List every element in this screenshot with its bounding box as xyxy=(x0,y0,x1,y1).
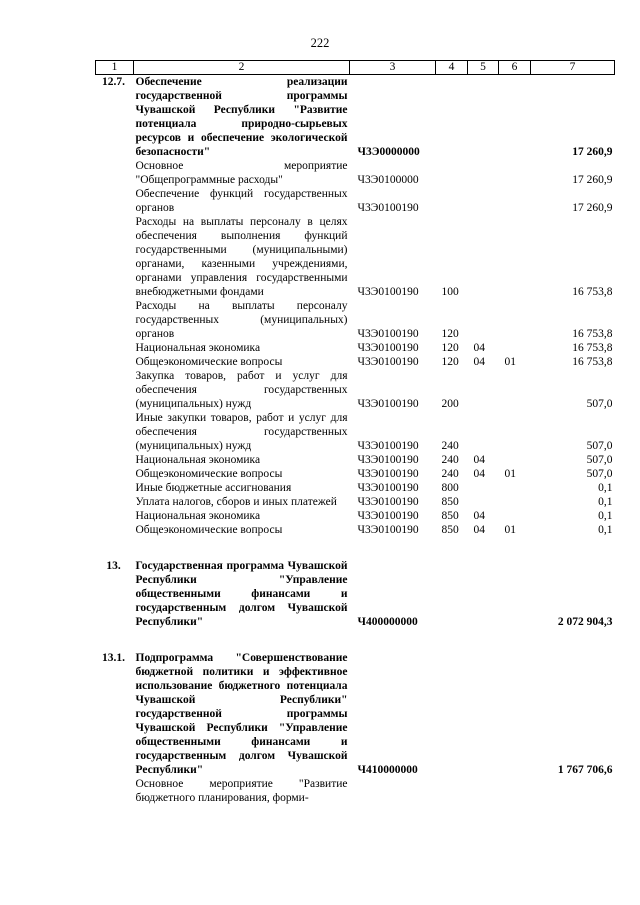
row-code: Ч3Э0000000 xyxy=(357,146,420,158)
page-number: 222 xyxy=(310,36,330,50)
row-name: Основное мероприятие "Развитие бюджетного планирования, форми- xyxy=(135,778,348,804)
row-rz: 04 xyxy=(473,468,485,480)
row-vr xyxy=(436,651,468,777)
row-vr: 850 xyxy=(441,510,459,522)
row-number: 13. xyxy=(106,560,121,572)
table-row xyxy=(96,215,615,299)
row-pr: 01 xyxy=(504,524,516,536)
row-pr xyxy=(499,453,531,467)
row-sum: 0,1 xyxy=(598,510,613,522)
row-pr xyxy=(499,777,531,805)
row-sum: 16 753,8 xyxy=(572,286,613,298)
row-vr: 800 xyxy=(441,482,459,494)
row-name: Иные бюджетные ассигнования xyxy=(135,482,292,494)
row-vr xyxy=(436,159,468,187)
row-sum: 17 260,9 xyxy=(572,174,613,186)
spacer-cell xyxy=(96,629,615,651)
row-name: Национальная экономика xyxy=(135,342,261,354)
row-pr xyxy=(499,559,531,629)
row-code: Ч3Э0100190 xyxy=(357,286,419,298)
row-name: Иные закупки товаров, работ и услуг для обеспечения государственных (муниципальных) нужд xyxy=(135,412,348,452)
row-vr: 120 xyxy=(441,342,459,354)
row-number xyxy=(96,341,134,355)
row-vr: 240 xyxy=(441,454,459,466)
row-vr: 200 xyxy=(441,398,459,410)
row-vr: 120 xyxy=(441,328,459,340)
row-code: Ч410000000 xyxy=(357,764,418,776)
header-col-3: 3 xyxy=(350,61,436,75)
row-number xyxy=(96,299,134,341)
row-sum: 507,0 xyxy=(586,398,613,410)
row-rz xyxy=(468,215,499,299)
row-pr xyxy=(499,509,531,523)
row-pr xyxy=(499,341,531,355)
row-rz xyxy=(468,651,499,777)
table-row xyxy=(96,369,615,411)
row-code: Ч3Э0100190 xyxy=(357,398,419,410)
row-rz xyxy=(468,411,499,453)
row-code: Ч3Э0100190 xyxy=(357,328,419,340)
row-code: Ч400000000 xyxy=(357,616,418,628)
table-header xyxy=(96,61,615,75)
row-number xyxy=(96,411,134,453)
row-code: Ч3Э0100190 xyxy=(357,356,419,368)
row-rz xyxy=(468,75,499,160)
row-pr xyxy=(499,215,531,299)
row-pr xyxy=(499,495,531,509)
table-row xyxy=(96,411,615,453)
row-number xyxy=(96,187,134,215)
row-code: Ч3Э0100190 xyxy=(357,202,419,214)
row-code: Ч3Э0100190 xyxy=(357,454,419,466)
row-pr xyxy=(499,159,531,187)
row-code xyxy=(350,777,436,805)
row-vr xyxy=(436,777,468,805)
row-sum: 16 753,8 xyxy=(572,342,613,354)
row-name: Расходы на выплаты персоналу в целях обеспечения выполнения функций государственными (муниципальными) органами, казенными учреждениями, органами управления государственными внебюджетными фондами xyxy=(135,216,348,298)
row-vr: 240 xyxy=(441,440,459,452)
spacer-row xyxy=(96,629,615,651)
row-rz: 04 xyxy=(473,510,485,522)
row-code: Ч3Э0100190 xyxy=(357,496,419,508)
row-number xyxy=(96,453,134,467)
table-row xyxy=(96,187,615,215)
row-number xyxy=(96,523,134,537)
table-row xyxy=(96,159,615,187)
row-number xyxy=(96,215,134,299)
row-rz xyxy=(468,369,499,411)
row-code: Ч3Э0100190 xyxy=(357,468,419,480)
row-number xyxy=(96,467,134,481)
row-sum: 16 753,8 xyxy=(572,328,613,340)
row-rz xyxy=(468,495,499,509)
row-name: Общеэкономические вопросы xyxy=(135,356,283,368)
header-col-5: 5 xyxy=(468,61,499,75)
table-row xyxy=(96,495,615,509)
row-rz: 04 xyxy=(473,342,485,354)
row-name: Расходы на выплаты персоналу государственных (муниципальных) органов xyxy=(135,300,348,340)
table-row xyxy=(96,299,615,341)
row-number: 12.7. xyxy=(102,76,125,88)
row-number xyxy=(96,481,134,495)
table-row xyxy=(96,481,615,495)
row-vr: 850 xyxy=(441,496,459,508)
row-pr xyxy=(499,187,531,215)
row-code: Ч3Э0100190 xyxy=(357,482,419,494)
row-name: Общеэкономические вопросы xyxy=(135,524,283,536)
row-vr: 850 xyxy=(441,524,459,536)
row-number xyxy=(96,777,134,805)
row-name: Уплата налогов, сборов и иных платежей xyxy=(135,496,337,508)
row-rz xyxy=(468,559,499,629)
row-sum: 507,0 xyxy=(586,440,613,452)
row-vr xyxy=(436,559,468,629)
row-pr xyxy=(499,411,531,453)
row-rz: 04 xyxy=(473,356,485,368)
row-sum: 0,1 xyxy=(598,496,613,508)
row-name: Закупка товаров, работ и услуг для обеспечения государственных (муниципальных) нужд xyxy=(135,370,348,410)
row-name: Обеспечение функций государственных органов xyxy=(135,188,348,214)
header-col-6: 6 xyxy=(499,61,531,75)
row-code: Ч3Э0100000 xyxy=(357,174,419,186)
row-number xyxy=(96,355,134,369)
row-name: Национальная экономика xyxy=(135,454,261,466)
row-pr xyxy=(499,481,531,495)
row-rz xyxy=(468,159,499,187)
row-sum: 17 260,9 xyxy=(572,146,613,158)
row-vr: 240 xyxy=(441,468,459,480)
row-vr xyxy=(436,187,468,215)
table-row xyxy=(96,467,615,481)
row-code: Ч3Э0100190 xyxy=(357,524,419,536)
row-sum: 507,0 xyxy=(586,468,613,480)
row-rz: 04 xyxy=(473,524,485,536)
table-row xyxy=(96,355,615,369)
table-row xyxy=(96,341,615,355)
table-body xyxy=(96,75,615,806)
table-row xyxy=(96,453,615,467)
table-row xyxy=(96,75,615,160)
row-sum: 0,1 xyxy=(598,524,613,536)
row-name: Общеэкономические вопросы xyxy=(135,468,283,480)
row-rz xyxy=(468,481,499,495)
row-rz: 04 xyxy=(473,454,485,466)
row-pr: 01 xyxy=(504,356,516,368)
header-col-7: 7 xyxy=(531,61,615,75)
spacer-row xyxy=(96,537,615,559)
table-row xyxy=(96,559,615,629)
table-row xyxy=(96,523,615,537)
row-sum: 1 767 706,6 xyxy=(557,764,613,776)
spacer-cell xyxy=(96,537,615,559)
row-name: Государственная программа Чувашской Республики "Управление общественными финансами и государственным долгом Чувашской Республики" xyxy=(135,560,348,628)
row-sum: 2 072 904,3 xyxy=(557,616,613,628)
header-col-4: 4 xyxy=(436,61,468,75)
row-rz xyxy=(468,777,499,805)
row-pr xyxy=(499,299,531,341)
row-sum: 16 753,8 xyxy=(572,356,613,368)
row-number xyxy=(96,495,134,509)
row-rz xyxy=(468,187,499,215)
row-name: Обеспечение реализации государственной программы Чувашской Республики "Развитие потенциала природно-сырьевых ресурсов и обеспечение экологической безопасности" xyxy=(135,76,348,158)
table-row xyxy=(96,777,615,805)
row-pr xyxy=(499,369,531,411)
row-code: Ч3Э0100190 xyxy=(357,510,419,522)
row-number xyxy=(96,159,134,187)
row-name: Основное мероприятие "Общепрограммные расходы" xyxy=(135,160,348,186)
row-vr: 100 xyxy=(441,286,459,298)
row-name: Подпрограмма "Совершенствование бюджетной политики и эффективное использование бюджетного потенциала Чувашской Республики" государственной программы Чувашской Республики "Управление общественными финансами и государственным долгом Чувашской Республики" xyxy=(135,652,348,776)
row-sum: 0,1 xyxy=(598,482,613,494)
row-sum xyxy=(531,777,615,805)
table-row xyxy=(96,651,615,777)
row-sum: 17 260,9 xyxy=(572,202,613,214)
header-col-1: 1 xyxy=(96,61,134,75)
row-vr xyxy=(436,75,468,160)
row-pr: 01 xyxy=(504,468,516,480)
header-col-2: 2 xyxy=(134,61,350,75)
row-number: 13.1. xyxy=(102,652,125,664)
row-pr xyxy=(499,651,531,777)
row-number xyxy=(96,509,134,523)
row-rz xyxy=(468,299,499,341)
table-row xyxy=(96,509,615,523)
row-code: Ч3Э0100190 xyxy=(357,342,419,354)
row-name: Национальная экономика xyxy=(135,510,261,522)
row-number xyxy=(96,369,134,411)
row-sum: 507,0 xyxy=(586,454,613,466)
row-pr xyxy=(499,75,531,160)
budget-table xyxy=(95,60,615,805)
row-code: Ч3Э0100190 xyxy=(357,440,419,452)
row-vr: 120 xyxy=(441,356,459,368)
